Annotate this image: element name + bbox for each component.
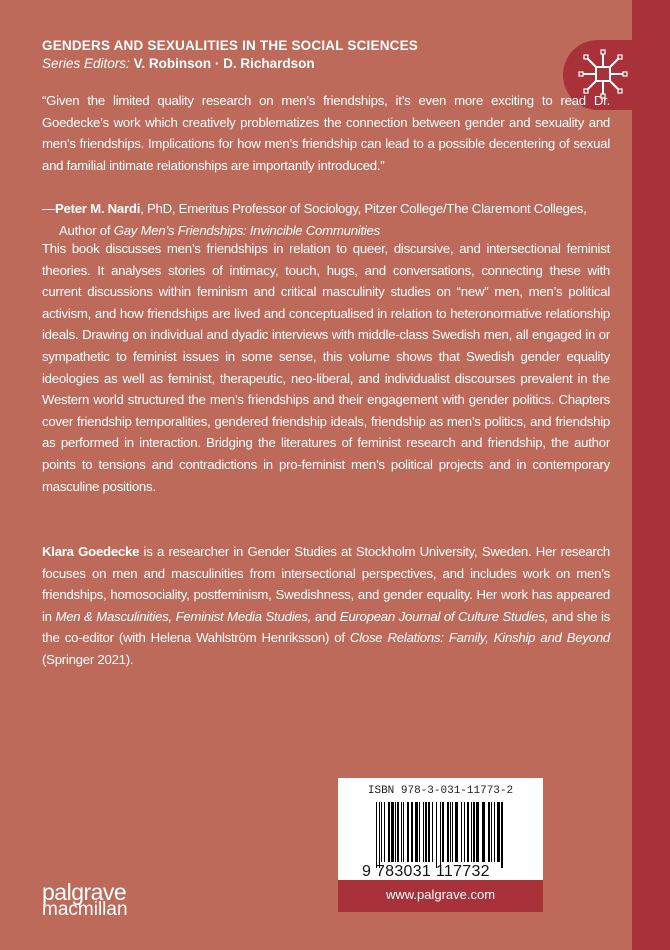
barcode-bar (397, 802, 399, 862)
isbn-label: ISBN 978-3-031-11773-2 (367, 785, 514, 797)
barcode-bar (395, 802, 396, 862)
spine-strip (632, 0, 670, 950)
barcode-bar (452, 802, 453, 862)
barcode-bar (447, 802, 449, 862)
barcode-bar (461, 802, 462, 862)
barcode-bar (450, 802, 451, 862)
endorsement-quote: “Given the limited quality research on men’s friendships, it’s even more exciting to read Dr. Goedecke’s work which creatively problematizes the connection between gender and sexuality and men’s friendships. Implications for how men’s friendship can lead to a possible decentering of sexual and familial intimate relationships are importantly introduced.” (42, 93, 610, 173)
barcode-bar (494, 802, 495, 862)
barcode-bar (391, 802, 394, 862)
barcode-bar (415, 802, 418, 862)
barcode-digits: 9 783031 117732 (362, 863, 490, 880)
quote-affiliation: , PhD, Emeritus Professor of Sociology, Pitzer College/The Claremont Colleges, Author of (59, 201, 587, 238)
barcode-bar (425, 802, 427, 862)
barcode-bar (436, 802, 437, 868)
barcode-bar (455, 802, 458, 862)
logo-line1: palgrave (42, 879, 127, 905)
editors-names: V. Robinson · D. Richardson (133, 56, 315, 71)
bio-text: and she is the co-editor (with Helena Wahlström Henriksson) of (42, 608, 610, 646)
bio-text: (Springer 2021). (42, 651, 134, 667)
barcode-bar (497, 802, 500, 862)
series-editors (42, 56, 315, 71)
barcode-bar (384, 802, 385, 862)
barcode-bar (388, 802, 390, 862)
barcode-bar (442, 802, 444, 862)
barcode-bar (501, 802, 503, 868)
bio-journal: European Journal of Culture Studies, (339, 608, 549, 624)
barcode-bar (432, 802, 433, 862)
barcode-bar (467, 802, 469, 862)
publisher-logo (42, 879, 128, 920)
publisher-url: www.palgrave.com (338, 880, 543, 912)
barcode-bar (407, 802, 409, 862)
barcode-bar (401, 802, 402, 862)
quote-author: Peter M. Nardi (54, 201, 141, 216)
barcode-bar (423, 802, 424, 862)
barcode-bar (464, 802, 465, 862)
isbn-barcode-box (338, 778, 543, 912)
barcode-bar (379, 802, 380, 868)
barcode-bar (488, 802, 490, 862)
barcode-bar (471, 802, 472, 862)
barcode-bar (473, 802, 475, 862)
dash: — (42, 201, 55, 216)
author-bio (42, 541, 610, 671)
barcode-bar (419, 802, 420, 862)
bio-text: and (311, 608, 340, 624)
editors-label: Series Editors: (42, 56, 130, 71)
barcode-bar (428, 802, 430, 862)
barcode-bar (411, 802, 413, 862)
series-title: GENDERS AND SEXUALITIES IN THE SOCIAL SCIENCES (42, 38, 419, 53)
bio-book: Close Relations: Family, Kinship and Beyond (349, 630, 610, 646)
book-description: This book discusses men’s friendships in relation to queer, discursive, and intersectional feminist theories. It analyses stories of intimacy, touch, hugs, and conversations, connecting these with current discussions within feminism and critical masculinity studies on “new” men, men’s political activism, and how friendships are lived and conceptualised in relation to heteronormative relationship ideals. Drawing on individual and dyadic interviews with middle-class Swedish men, all engaged in or sympathetic to feminist issues in some sense, this volume shows that Swedish gender equality ideologies as well as feminist, therapeutic, neo-liberal, and individualist discourses prevalent in the Western world structured the men’s friendships and their engagement with gender politics. Chapters cover friendship temporalities, gendered friendship ideals, friendship as men’s politics, and friendship as performed in interaction. Bridging the literatures of feminist research and friendship, the author points to tensions and contradictions in pro-feminist men’s political projects and in contemporary masculine positions. (42, 241, 610, 494)
endorsement-attribution (42, 198, 599, 241)
barcode-bar (482, 802, 485, 862)
barcode-bar (476, 802, 479, 862)
barcode (376, 802, 506, 868)
quote-book: Gay Men’s Friendships: Invincible Communities (113, 222, 380, 238)
barcode-bar (491, 802, 492, 862)
barcode-bar (403, 802, 404, 862)
logo-line2: macmillan (42, 899, 128, 920)
bio-text: is a researcher in Gender Studies at Stockholm University, Sweden. Her research focuses on men and masculinities from intersectional perspectives, and includes work on men’s friendships, homosociality, postfeminism, Swedishness, and gender equality. Her work has appeared in (42, 544, 610, 624)
barcode-bar (440, 802, 441, 868)
bio-journal: Men & Masculinities, Feminist Media Studies, (55, 608, 312, 624)
barcode-bar (376, 802, 377, 868)
author-name: Klara Goedecke (42, 544, 140, 559)
barcode-bar (381, 802, 382, 862)
